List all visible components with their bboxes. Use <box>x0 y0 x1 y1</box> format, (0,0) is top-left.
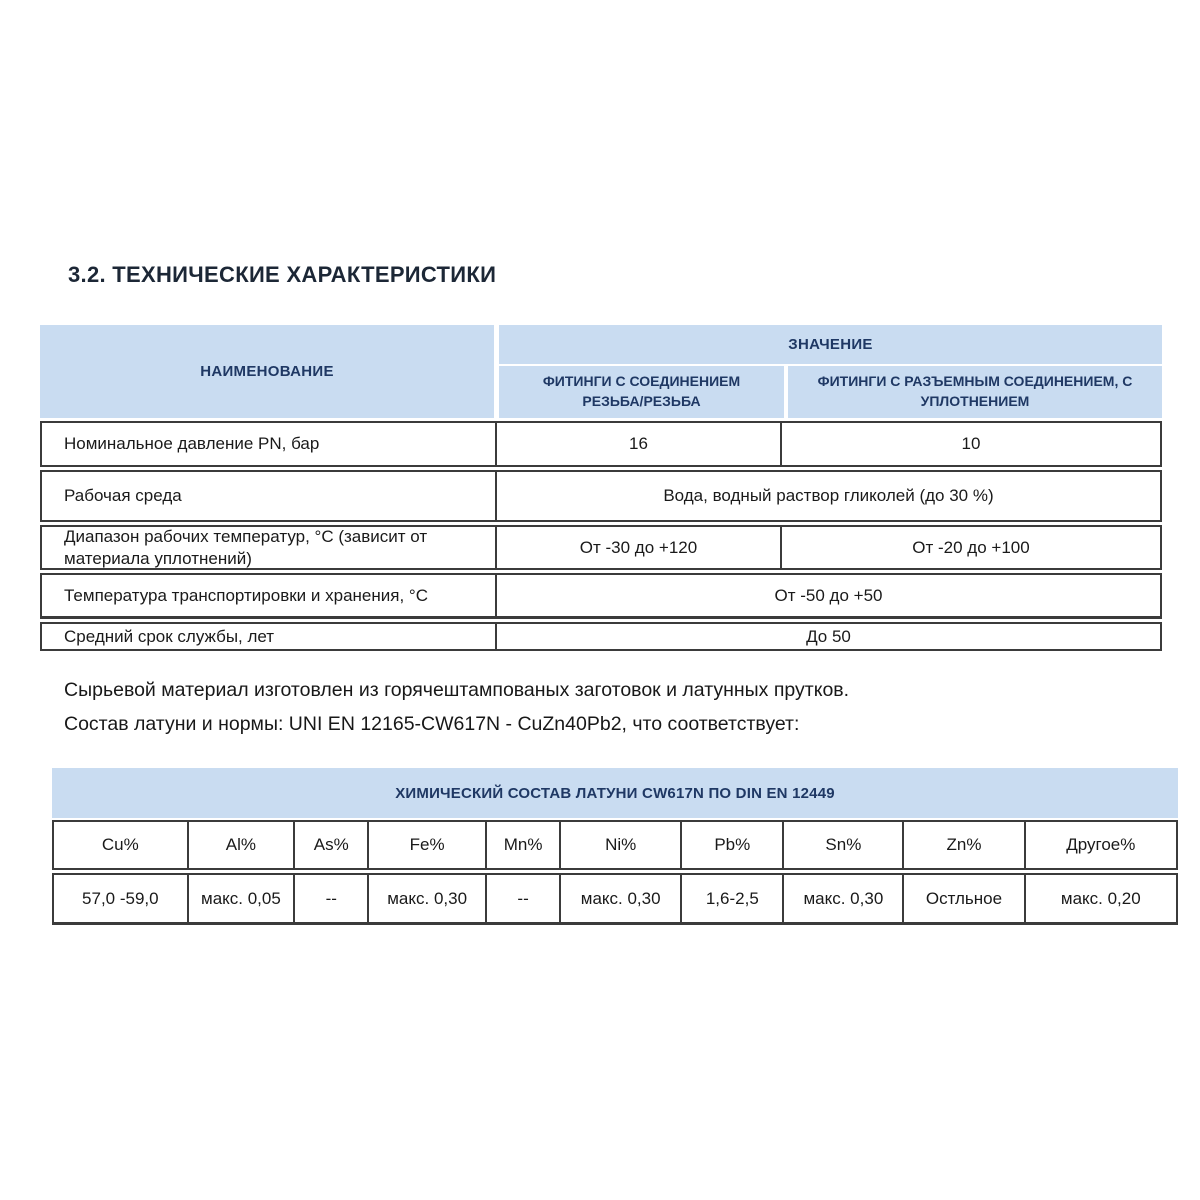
table-row <box>40 622 1162 651</box>
chem-column-header: Zn% <box>904 822 1025 868</box>
row-label: Средний срок службы, лет <box>42 624 497 649</box>
row-value-merged: Вода, водный раствор гликолей (до 30 %) <box>663 486 994 505</box>
row-value-merged: До 50 <box>806 626 851 646</box>
chem-value: макс. 0,05 <box>189 875 296 922</box>
chem-value: макс. 0,30 <box>369 875 487 922</box>
row-value-merged: От -50 до +50 <box>774 585 883 605</box>
table-row <box>40 573 1162 619</box>
intro-paragraph <box>64 673 1154 741</box>
chem-column-header: Ni% <box>561 822 682 868</box>
intro-line-2: Состав латуни и нормы: UNI EN 12165-CW617N - CuZn40Pb2, что соответствует: <box>64 713 800 735</box>
row-value-detachable: 10 <box>961 434 981 453</box>
spec-header-value-group <box>499 325 1162 418</box>
chem-value: 57,0 -59,0 <box>54 875 189 922</box>
chem-table <box>52 768 1178 925</box>
chem-column-header: Al% <box>189 822 296 868</box>
chem-column-header: Pb% <box>682 822 784 868</box>
table-row <box>40 421 1162 467</box>
chem-column-header: Cu% <box>54 822 189 868</box>
chem-table-title: ХИМИЧЕСКИЙ СОСТАВ ЛАТУНИ CW617N ПО DIN EN 12449 <box>52 768 1178 818</box>
section-heading: 3.2. ТЕХНИЧЕСКИЕ ХАРАКТЕРИСТИКИ <box>68 262 497 287</box>
spec-header-value: ЗНАЧЕНИЕ <box>499 325 1162 364</box>
table-row <box>40 525 1162 570</box>
chem-value: 1,6-2,5 <box>682 875 784 922</box>
row-label: Диапазон рабочих температур, °С (зависит от материала уплотнений) <box>42 527 497 568</box>
spec-table <box>40 325 1162 651</box>
chem-value: макс. 0,20 <box>1060 888 1141 908</box>
spec-table-header <box>40 325 1162 418</box>
spec-header-name: НАИМЕНОВАНИЕ <box>40 325 494 418</box>
row-value-detachable: От -20 до +100 <box>912 537 1030 557</box>
chem-column-header: Sn% <box>784 822 904 868</box>
chem-values-row <box>52 873 1178 925</box>
chem-column-header: Другое% <box>1066 835 1136 854</box>
intro-line-1: Сырьевой материал изготовлен из горячештампованых заготовок и латунных прутков. <box>64 679 850 701</box>
chem-value: -- <box>295 875 369 922</box>
chem-column-header: Fe% <box>369 822 487 868</box>
chem-value: макс. 0,30 <box>561 875 682 922</box>
spec-subheader-threaded: ФИТИНГИ С СОЕДИНЕНИЕМ РЕЗЬБА/РЕЗЬБА <box>499 366 784 418</box>
spec-header-subrow <box>499 366 1162 418</box>
row-value-threaded: От -30 до +120 <box>497 527 782 568</box>
chem-header-row <box>52 820 1178 870</box>
chem-column-header: As% <box>295 822 369 868</box>
row-label: Температура транспортировки и хранения, °С <box>42 575 497 616</box>
chem-value: -- <box>487 875 561 922</box>
table-row <box>40 470 1162 522</box>
row-label: Рабочая среда <box>42 472 497 520</box>
chem-value: Остльное <box>904 875 1025 922</box>
row-label: Номинальное давление PN, бар <box>42 423 497 465</box>
chem-value: макс. 0,30 <box>784 875 904 922</box>
spec-subheader-detachable: ФИТИНГИ С РАЗЪЕМНЫМ СОЕДИНЕНИЕМ, С УПЛОТНЕНИЕМ <box>788 366 1162 418</box>
row-value-threaded: 16 <box>497 423 782 465</box>
chem-column-header: Mn% <box>487 822 561 868</box>
